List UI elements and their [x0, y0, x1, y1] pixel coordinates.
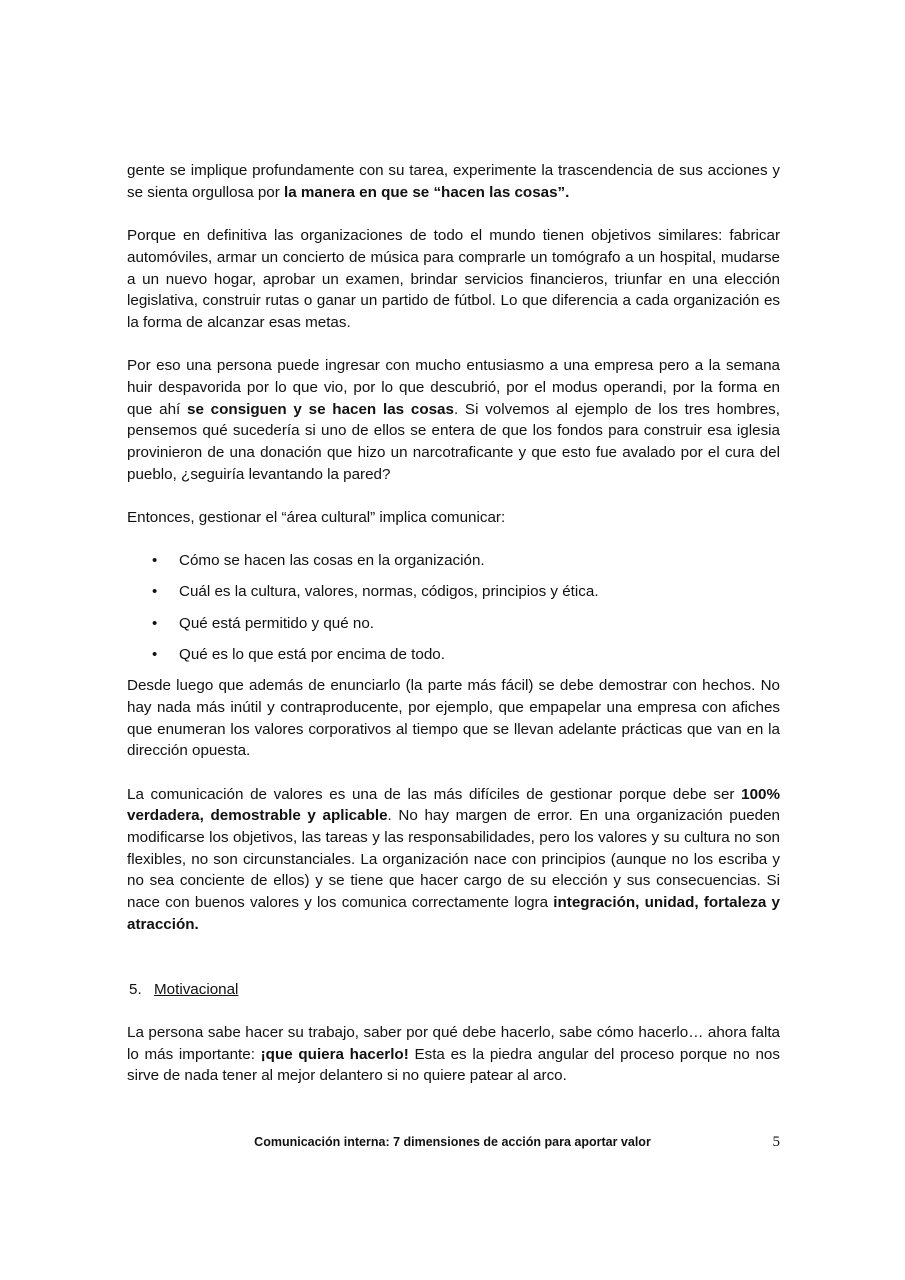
list-item: • Cómo se hacen las cosas en la organización. — [127, 550, 780, 581]
paragraph-1: gente se implique profundamente con su tarea, experimente la trascendencia de sus acciones y se sienta orgullosa por la manera en que se “hacen las cosas”. — [127, 162, 780, 201]
paragraph-5: Desde luego que además de enunciarlo (la parte más fácil) se debe demostrar con hechos. No hay nada más inútil y contraproducente, por ejemplo, que empapelar una empresa con afiches que enumeran los valores corporativos al tiempo que se llevan adelante prácticas que van en la dirección opuesta. — [127, 677, 780, 760]
bullet-icon: • — [152, 583, 158, 601]
list-item: • Qué está permitido y qué no. — [127, 613, 780, 644]
bullet-icon: • — [152, 551, 158, 569]
bold-phrase: se consiguen y se hacen las cosas — [187, 400, 454, 418]
paragraph-3: Por eso una persona puede ingresar con mucho entusiasmo a una empresa pero a la semana huir despavorida por lo que vio, por lo que descubrió, por el modus operandi, por la forma en que ahí se consiguen y se hacen las cosas. Si volvemos al ejemplo de los tres hombres, pensemos qué sucedería si uno de ellos se entera de que los fondos para construir esa iglesia provinieron de una donación que hizo un narcotraficante y que esto fue avalado por el cura del pueblo, ¿seguiría levantando la pared? — [127, 357, 780, 483]
list-item: • Qué es lo que está por encima de todo. — [127, 644, 780, 675]
section-title: Motivacional — [154, 980, 239, 998]
footer-title: Comunicación interna: 7 dimensiones de acción para aportar valor — [254, 1135, 651, 1149]
page-number: 5 — [772, 1134, 780, 1150]
paragraph-4: Entonces, gestionar el “área cultural” implica comunicar: — [127, 509, 506, 527]
bullet-icon: • — [152, 645, 158, 663]
bold-phrase: ¡que quiera hacerlo! — [260, 1045, 409, 1063]
paragraph-6: La comunicación de valores es una de las más difíciles de gestionar porque debe ser 100% verdadera, demostrable y aplicable. No hay margen de error. En una organización pueden modificarse los objetivos, las tareas y las responsabilidades, pero los valores y su cultura no son flexibles, no son circunstanciales. La organización nace con principios (aunque no los escriba y no sea conciente de ellos) y se tiene que hacer cargo de su elección y sus consecuencias. Si nace con buenos valores y los comunica correctamente logra integración, unidad, fortaleza y atracción. — [127, 785, 780, 933]
bullet-icon: • — [152, 614, 158, 632]
paragraph-2: Porque en definitiva las organizaciones de todo el mundo tienen objetivos similares: fabricar automóviles, armar un concierto de música para comprarle un tomógrafo a un hospital, mudarse a un nuevo hogar, aprobar un examen, brindar servicios financieros, triunfar en una elección legislativa, construir rutas o ganar un partido de fútbol. Lo que diferencia a cada organización es la forma de alcanzar esas metas. — [127, 227, 780, 331]
list-item: • Cuál es la cultura, valores, normas, códigos, principios y ética. — [127, 581, 780, 612]
bullet-list — [127, 550, 780, 675]
section-number: 5. — [129, 980, 142, 998]
section-heading — [127, 979, 780, 1001]
bold-phrase: la manera en que se “hacen las cosas”. — [284, 183, 570, 201]
bold-phrase: 100% verdadera, demostrable y aplicable — [127, 785, 780, 825]
document-body — [127, 160, 780, 1087]
bold-phrase: integración, unidad, fortaleza y atracción. — [127, 894, 780, 933]
paragraph-7: La persona sabe hacer su trabajo, saber por qué debe hacerlo, sabe cómo hacerlo… ahora falta lo más importante: ¡que quiera hacerlo! Esta es la piedra angular del proceso porque no nos sirve de nada tener al mejor delantero si no quiere patear al arco. — [127, 1023, 780, 1085]
page-footer — [0, 1135, 905, 1155]
